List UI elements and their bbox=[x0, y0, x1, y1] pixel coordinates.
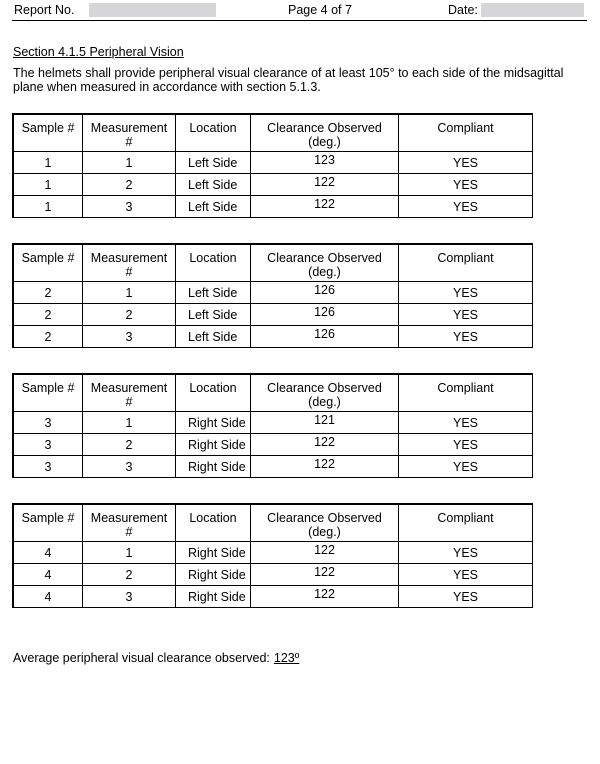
table-row bbox=[14, 456, 533, 478]
intro-line: plane when measured in accordance with section 5.1.3. bbox=[13, 80, 321, 94]
redacted-report-number bbox=[89, 3, 216, 17]
compliant-cell: YES bbox=[399, 196, 533, 218]
sample-cell: 2 bbox=[14, 282, 83, 304]
sample-cell: 4 bbox=[14, 564, 83, 586]
redacted-date bbox=[481, 3, 584, 17]
measurement-cell: 2 bbox=[83, 434, 176, 456]
section-title: Section 4.1.5 Peripheral Vision bbox=[13, 45, 184, 59]
sample-column-header: Sample # bbox=[14, 115, 83, 152]
table-row bbox=[14, 326, 533, 348]
measurement-cell: 2 bbox=[83, 304, 176, 326]
table-header-row bbox=[14, 375, 533, 412]
sample-table bbox=[13, 504, 533, 608]
sample-cell: 3 bbox=[14, 412, 83, 434]
table-row bbox=[14, 174, 533, 196]
clearance-cell: 122 bbox=[251, 564, 399, 586]
location-cell: Left Side bbox=[176, 304, 251, 326]
clearance-column-header: Clearance Observed (deg.) bbox=[251, 115, 399, 152]
clearance-cell: 126 bbox=[251, 304, 399, 326]
clearance-column-header: Clearance Observed (deg.) bbox=[251, 375, 399, 412]
clearance-cell: 122 bbox=[251, 174, 399, 196]
location-column-header: Location bbox=[176, 375, 251, 412]
location-cell: Right Side bbox=[176, 564, 251, 586]
compliant-cell: YES bbox=[399, 152, 533, 174]
measurement-cell: 1 bbox=[83, 152, 176, 174]
clearance-column-header: Clearance Observed (deg.) bbox=[251, 505, 399, 542]
table-row bbox=[14, 586, 533, 608]
sample-cell: 3 bbox=[14, 434, 83, 456]
table-row bbox=[14, 412, 533, 434]
sample-cell: 3 bbox=[14, 456, 83, 478]
report-number-label: Report No. bbox=[14, 3, 75, 17]
clearance-cell: 122 bbox=[251, 586, 399, 608]
table-row bbox=[14, 282, 533, 304]
table-row bbox=[14, 542, 533, 564]
table-row bbox=[14, 304, 533, 326]
compliant-cell: YES bbox=[399, 564, 533, 586]
location-column-header: Location bbox=[176, 115, 251, 152]
compliant-column-header: Compliant bbox=[399, 505, 533, 542]
clearance-column-header: Clearance Observed (deg.) bbox=[251, 245, 399, 282]
average-label: Average peripheral visual clearance observed: bbox=[13, 651, 270, 665]
table-header-row bbox=[14, 505, 533, 542]
compliant-column-header: Compliant bbox=[399, 115, 533, 152]
sample-cell: 4 bbox=[14, 586, 83, 608]
table-row bbox=[14, 196, 533, 218]
sample-table bbox=[13, 244, 533, 348]
compliant-column-header: Compliant bbox=[399, 375, 533, 412]
compliant-cell: YES bbox=[399, 456, 533, 478]
compliant-cell: YES bbox=[399, 304, 533, 326]
compliant-cell: YES bbox=[399, 586, 533, 608]
measurement-cell: 3 bbox=[83, 326, 176, 348]
measurement-column-header: Measurement # bbox=[83, 505, 176, 542]
location-cell: Left Side bbox=[176, 196, 251, 218]
location-column-header: Location bbox=[176, 245, 251, 282]
clearance-cell: 121 bbox=[251, 412, 399, 434]
measurement-cell: 3 bbox=[83, 586, 176, 608]
location-cell: Left Side bbox=[176, 282, 251, 304]
compliant-column-header: Compliant bbox=[399, 245, 533, 282]
average-summary bbox=[13, 651, 299, 665]
table-row bbox=[14, 564, 533, 586]
measurement-column-header: Measurement # bbox=[83, 375, 176, 412]
clearance-cell: 122 bbox=[251, 456, 399, 478]
clearance-cell: 126 bbox=[251, 282, 399, 304]
measurement-column-header: Measurement # bbox=[83, 245, 176, 282]
sample-cell: 4 bbox=[14, 542, 83, 564]
sample-column-header: Sample # bbox=[14, 245, 83, 282]
sample-table bbox=[13, 374, 533, 478]
sample-cell: 1 bbox=[14, 174, 83, 196]
table-header-row bbox=[14, 115, 533, 152]
location-cell: Left Side bbox=[176, 174, 251, 196]
sample-column-header: Sample # bbox=[14, 375, 83, 412]
clearance-cell: 123 bbox=[251, 152, 399, 174]
compliant-cell: YES bbox=[399, 326, 533, 348]
compliant-cell: YES bbox=[399, 434, 533, 456]
compliant-cell: YES bbox=[399, 174, 533, 196]
measurement-cell: 1 bbox=[83, 542, 176, 564]
location-column-header: Location bbox=[176, 505, 251, 542]
location-cell: Right Side bbox=[176, 412, 251, 434]
measurement-cell: 2 bbox=[83, 174, 176, 196]
table-row bbox=[14, 434, 533, 456]
average-value: 123º bbox=[273, 651, 300, 665]
clearance-cell: 122 bbox=[251, 434, 399, 456]
sample-table bbox=[13, 114, 533, 218]
measurement-cell: 1 bbox=[83, 282, 176, 304]
section-intro bbox=[13, 66, 588, 94]
measurement-column-header: Measurement # bbox=[83, 115, 176, 152]
location-cell: Left Side bbox=[176, 326, 251, 348]
sample-column-header: Sample # bbox=[14, 505, 83, 542]
compliant-cell: YES bbox=[399, 412, 533, 434]
clearance-cell: 122 bbox=[251, 542, 399, 564]
date-label: Date: bbox=[448, 3, 478, 17]
location-cell: Right Side bbox=[176, 586, 251, 608]
sample-cell: 2 bbox=[14, 304, 83, 326]
measurement-cell: 1 bbox=[83, 412, 176, 434]
clearance-cell: 122 bbox=[251, 196, 399, 218]
sample-cell: 1 bbox=[14, 196, 83, 218]
table-row bbox=[14, 152, 533, 174]
clearance-cell: 126 bbox=[251, 326, 399, 348]
sample-cell: 2 bbox=[14, 326, 83, 348]
page-number: Page 4 of 7 bbox=[288, 3, 352, 17]
measurement-cell: 2 bbox=[83, 564, 176, 586]
page-header bbox=[12, 2, 587, 21]
location-cell: Right Side bbox=[176, 542, 251, 564]
measurement-cell: 3 bbox=[83, 196, 176, 218]
location-cell: Right Side bbox=[176, 456, 251, 478]
location-cell: Left Side bbox=[176, 152, 251, 174]
intro-line: The helmets shall provide peripheral visual clearance of at least 105° to each side of the midsagittal bbox=[13, 66, 564, 80]
table-header-row bbox=[14, 245, 533, 282]
compliant-cell: YES bbox=[399, 542, 533, 564]
location-cell: Right Side bbox=[176, 434, 251, 456]
measurement-cell: 3 bbox=[83, 456, 176, 478]
compliant-cell: YES bbox=[399, 282, 533, 304]
sample-cell: 1 bbox=[14, 152, 83, 174]
